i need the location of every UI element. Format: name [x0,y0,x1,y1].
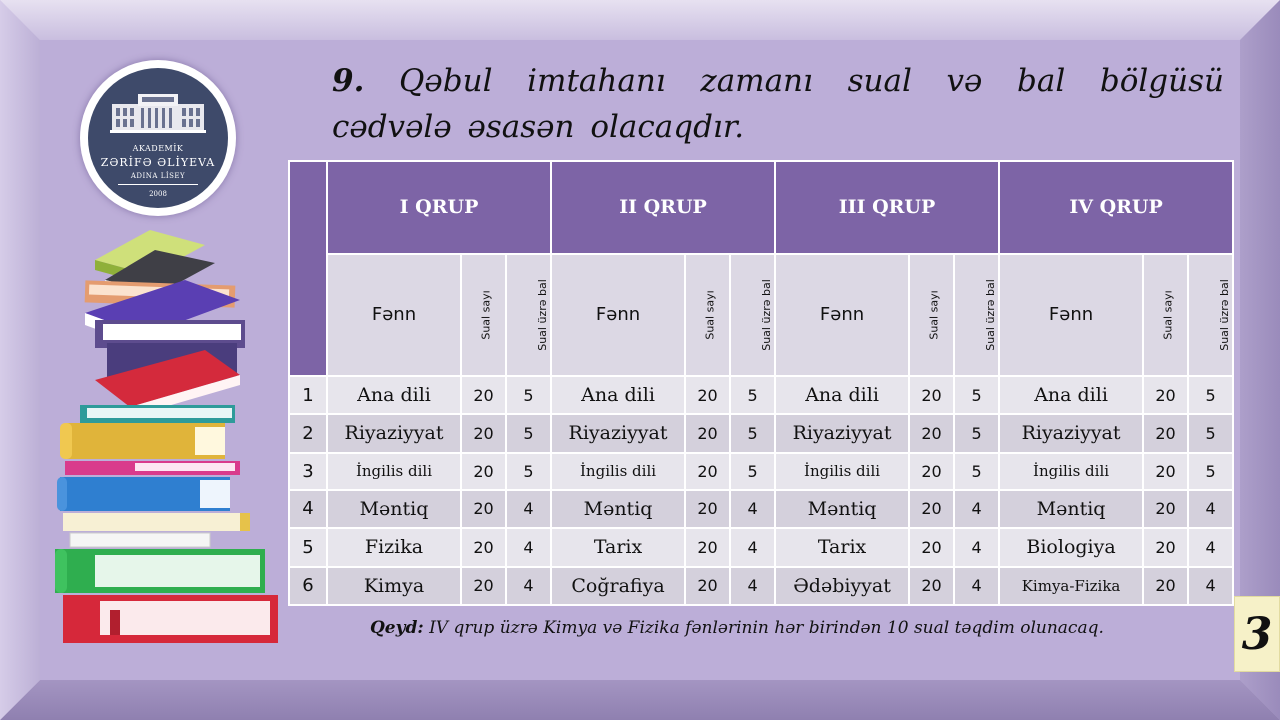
cell-points: 4 [954,567,999,605]
cell-count: 20 [685,453,730,490]
subheader-count: Sual sayı [685,254,730,376]
footnote-text: IV qrup üzrə Kimya və Fizika fənlərinin hər birindən 10 sual təqdim olunacaq. [423,618,1104,638]
subheader-points: Sual üzrə bal [506,254,551,376]
cell-subject: İngilis dili [551,453,685,490]
cell-count: 20 [461,414,506,452]
cell-subject: İngilis dili [327,453,461,490]
row-number: 5 [289,528,327,566]
table-row [289,528,1233,566]
cell-subject: Fizika [327,528,461,566]
cell-points: 4 [1188,567,1233,605]
logo-seal [88,68,228,208]
subheader-count: Sual sayı [461,254,506,376]
cell-subject: Coğrafiya [551,567,685,605]
cell-count: 20 [685,376,730,414]
cell-subject: Riyaziyyat [327,414,461,452]
cell-count: 20 [909,453,954,490]
cell-count: 20 [909,528,954,566]
cell-points: 5 [954,453,999,490]
cell-points: 5 [954,414,999,452]
school-logo [80,60,236,216]
cell-points: 5 [506,376,551,414]
cell-subject: Kimya-Fizika [999,567,1143,605]
cell-subject: Məntiq [551,490,685,528]
cell-points: 5 [730,414,775,452]
cell-points: 5 [506,414,551,452]
logo-divider [118,184,198,185]
cell-count: 20 [1143,567,1188,605]
cell-count: 20 [461,453,506,490]
table-row [289,567,1233,605]
cell-subject: Ana dili [551,376,685,414]
subheader-count: Sual sayı [1143,254,1188,376]
building-icon [108,92,208,134]
title-text: Qəbul imtahanı zamanı sual və bal bölgüsü cədvələ əsasən olacaqdır. [332,63,1224,145]
cell-points: 4 [730,528,775,566]
cell-count: 20 [461,376,506,414]
page-number: 3 [1234,596,1280,672]
cell-count: 20 [909,567,954,605]
cell-subject: Biologiya [999,528,1143,566]
cell-subject: İngilis dili [775,453,909,490]
group-header-1: I QRUP [327,161,551,254]
cell-points: 4 [506,528,551,566]
cell-points: 4 [1188,528,1233,566]
subheader-points: Sual üzrə bal [1188,254,1233,376]
cell-count: 20 [1143,490,1188,528]
table-row [289,414,1233,452]
group-header-2: II QRUP [551,161,775,254]
cell-count: 20 [1143,453,1188,490]
subheader-count: Sual sayı [909,254,954,376]
row-number: 1 [289,376,327,414]
cell-count: 20 [685,490,730,528]
table-row [289,376,1233,414]
cell-points: 4 [730,490,775,528]
logo-text-2: ZƏRİFƏ ƏLİYEVA [100,156,216,169]
cell-subject: Məntiq [327,490,461,528]
footnote [370,618,1220,638]
cell-count: 20 [461,490,506,528]
table-row [289,453,1233,490]
cell-count: 20 [1143,528,1188,566]
logo-text-1: AKADEMİK [132,144,184,153]
subheader-subject: Fənn [999,254,1143,376]
cell-subject: Tarix [775,528,909,566]
cell-count: 20 [909,414,954,452]
logo-year: 2008 [149,190,167,198]
cell-points: 5 [1188,376,1233,414]
group-header-3: III QRUP [775,161,999,254]
cell-subject: Tarix [551,528,685,566]
cell-points: 4 [1188,490,1233,528]
cell-points: 5 [730,453,775,490]
frame-bevel-top [0,0,1280,40]
cell-points: 5 [730,376,775,414]
cell-count: 20 [909,490,954,528]
table-corner [289,161,327,376]
cell-subject: Riyaziyyat [551,414,685,452]
cell-count: 20 [685,414,730,452]
cell-points: 5 [1188,414,1233,452]
page-title [332,58,1224,150]
cell-count: 20 [685,528,730,566]
cell-points: 5 [954,376,999,414]
row-number: 2 [289,414,327,452]
footnote-label: Qeyd: [370,618,424,638]
subheader-points: Sual üzrə bal [730,254,775,376]
cell-count: 20 [909,376,954,414]
cell-subject: Məntiq [775,490,909,528]
table-row [289,490,1233,528]
cell-count: 20 [1143,376,1188,414]
cell-points: 4 [506,567,551,605]
cell-subject: Ana dili [999,376,1143,414]
subheader-points: Sual üzrə bal [954,254,999,376]
row-number: 3 [289,453,327,490]
score-distribution-table [288,160,1234,606]
frame-bevel-bottom [0,680,1280,720]
cell-subject: İngilis dili [999,453,1143,490]
cell-count: 20 [685,567,730,605]
cell-count: 20 [1143,414,1188,452]
book-stack-icon [55,225,285,650]
frame-bevel-left [0,0,40,720]
subheader-subject: Fənn [551,254,685,376]
cell-subject: Riyaziyyat [999,414,1143,452]
row-number: 4 [289,490,327,528]
cell-subject: Ana dili [327,376,461,414]
cell-subject: Ana dili [775,376,909,414]
cell-points: 4 [954,528,999,566]
title-number: 9. [332,63,365,99]
cell-subject: Riyaziyyat [775,414,909,452]
row-number: 6 [289,567,327,605]
cell-count: 20 [461,528,506,566]
cell-count: 20 [461,567,506,605]
cell-subject: Məntiq [999,490,1143,528]
subheader-subject: Fənn [327,254,461,376]
logo-text-3: ADINA LİSEY [130,172,186,180]
cell-points: 4 [730,567,775,605]
cell-points: 5 [506,453,551,490]
subheader-subject: Fənn [775,254,909,376]
cell-points: 4 [954,490,999,528]
cell-points: 5 [1188,453,1233,490]
group-header-4: IV QRUP [999,161,1233,254]
cell-subject: Kimya [327,567,461,605]
cell-subject: Ədəbiyyat [775,567,909,605]
cell-points: 4 [506,490,551,528]
